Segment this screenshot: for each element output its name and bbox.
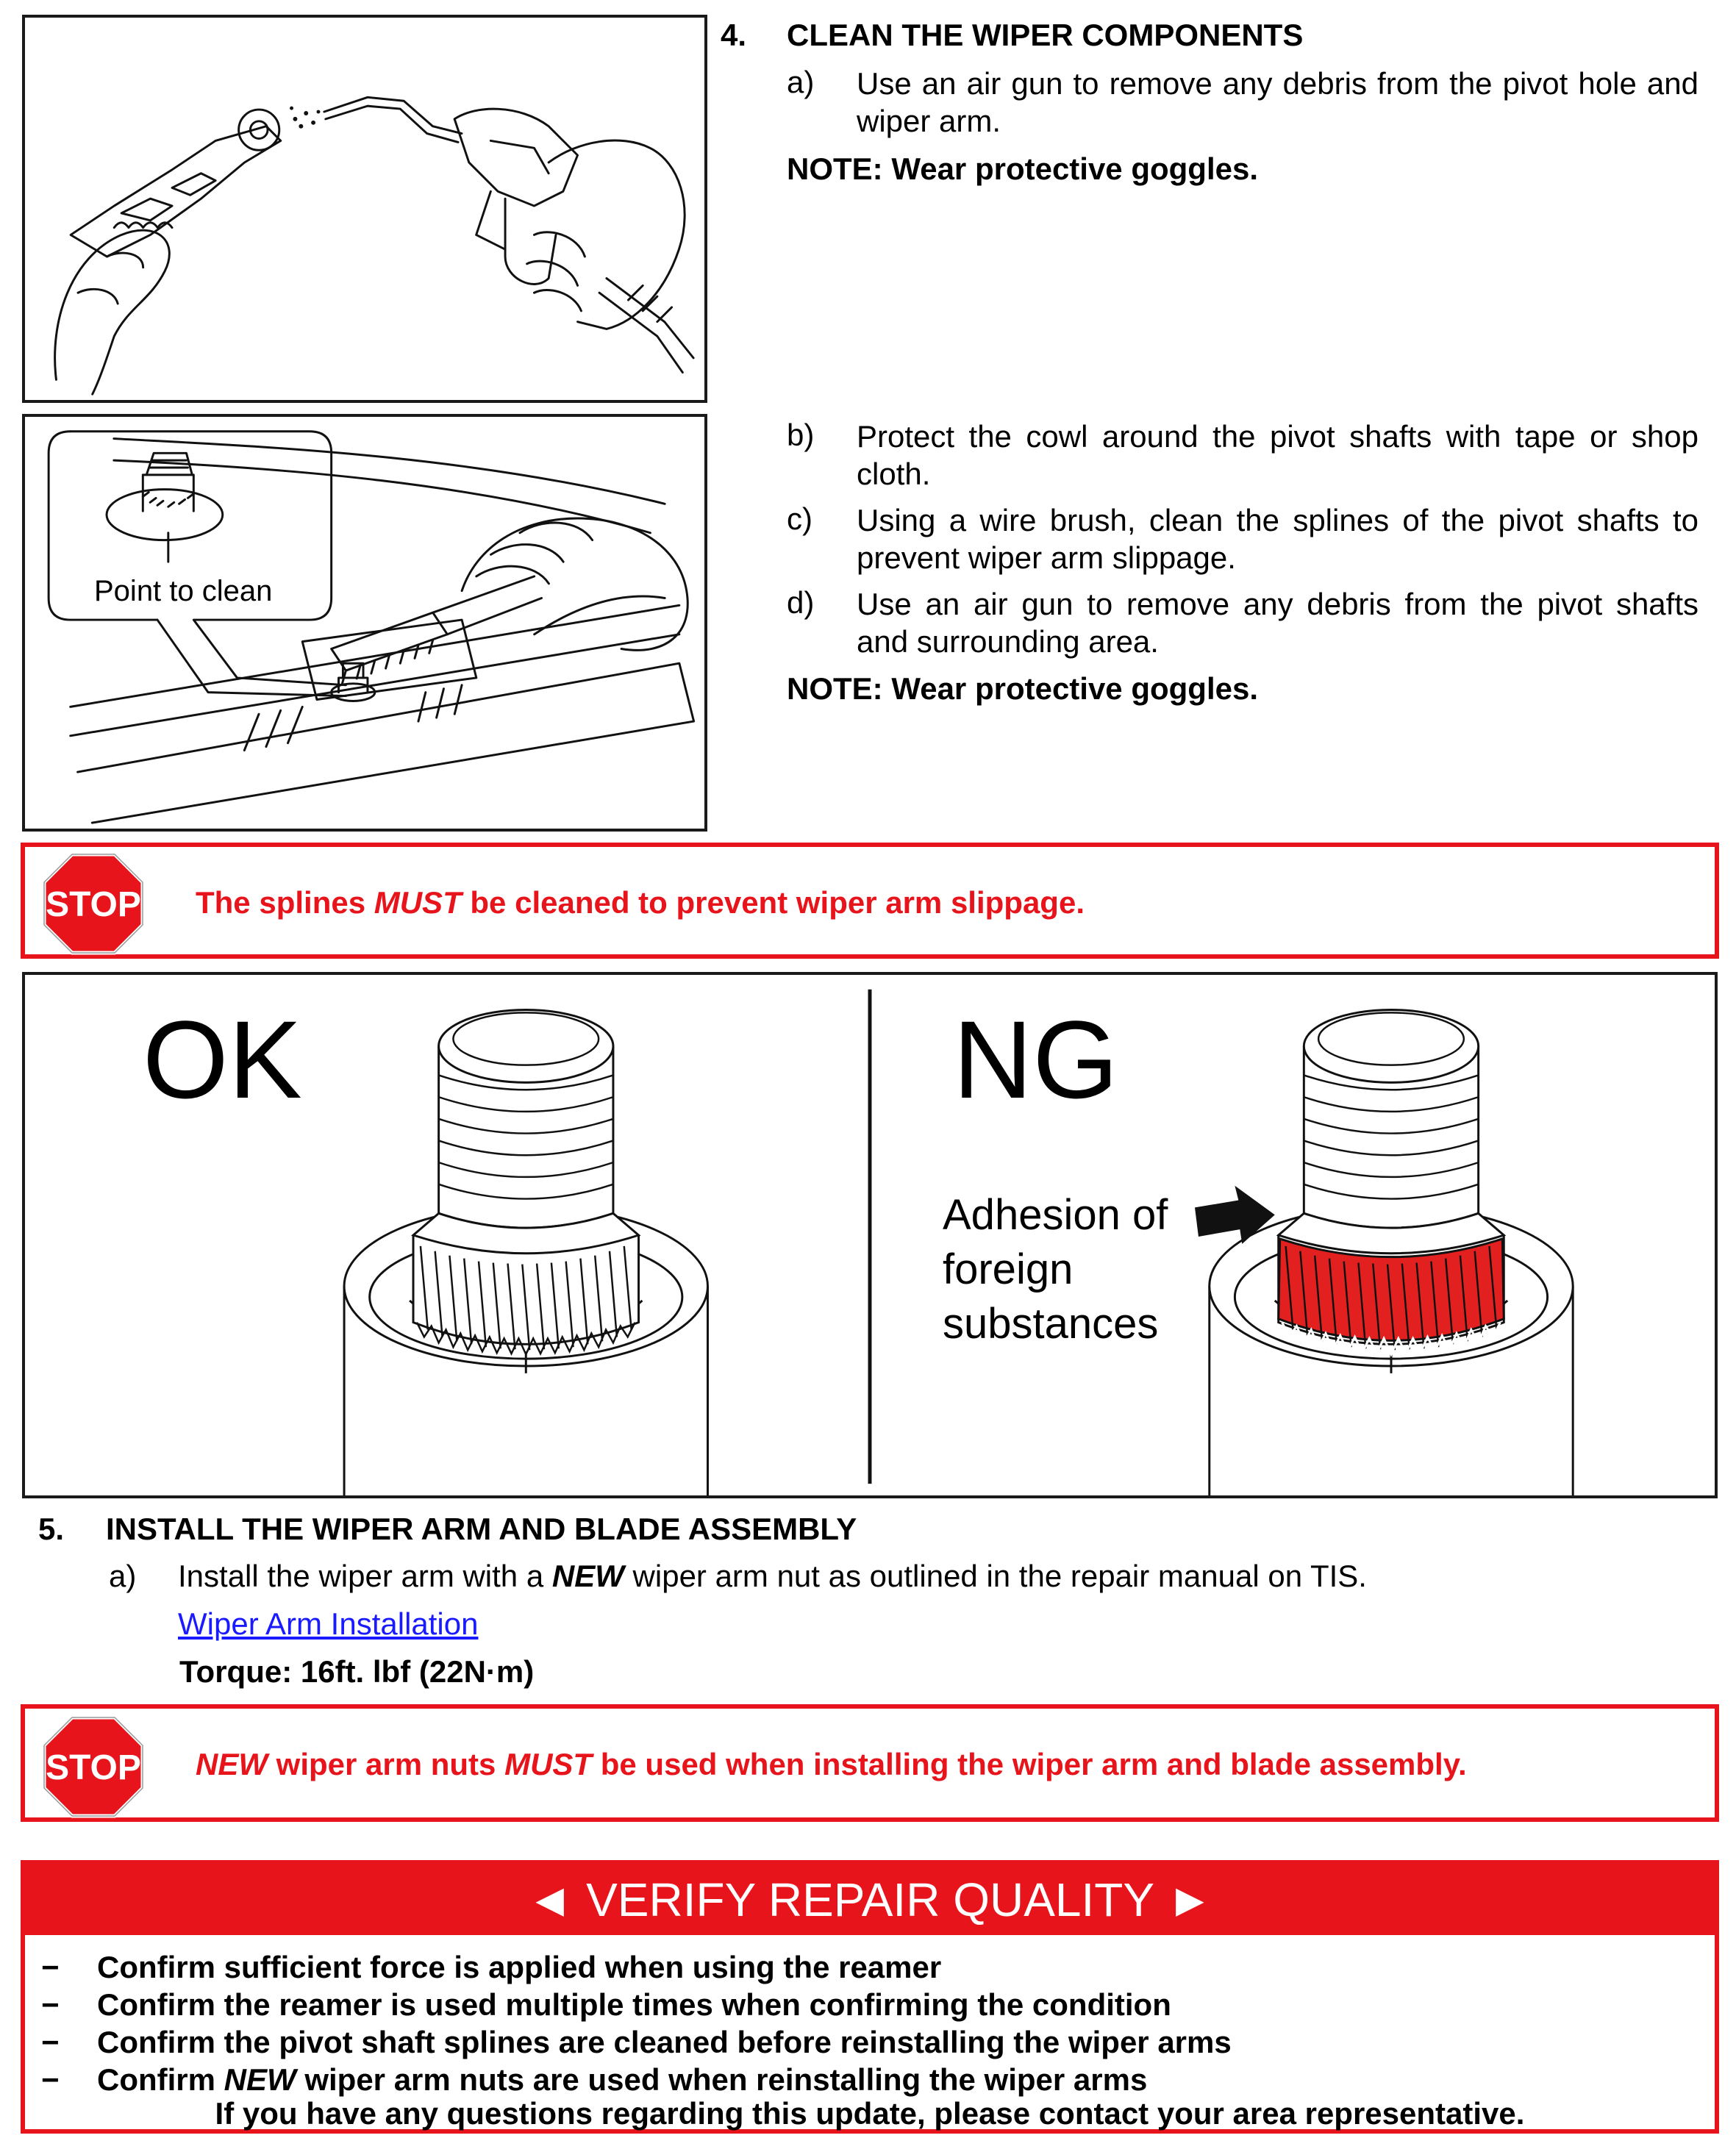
step-4d-letter: d) xyxy=(787,585,815,620)
stop-sign-icon xyxy=(41,1715,146,1819)
step-4b-letter: b) xyxy=(787,418,815,452)
torque-spec: Torque: 16ft. lbf (22N·m) xyxy=(179,1654,535,1689)
wiper-arm-installation-link[interactable]: Wiper Arm Installation xyxy=(178,1606,479,1641)
verify-footer: If you have any questions regarding this update, please contact your area representative. xyxy=(215,2096,1525,2131)
verify-item-2-text: Confirm the reamer is used multiple times when confirming the condition xyxy=(97,1987,1171,2022)
stop2-emph-1: NEW xyxy=(196,1747,268,1781)
verify-item-4-before: Confirm xyxy=(97,2062,224,2097)
verify-item-4-dash: − xyxy=(41,2062,60,2097)
step-4-note-2: NOTE: Wear protective goggles. xyxy=(787,671,1259,706)
verify-item-3-text: Confirm the pivot shaft splines are cleaned before reinstalling the wiper arms xyxy=(97,2025,1232,2059)
step-5a-emph: NEW xyxy=(551,1559,624,1593)
verify-item-4-after: wiper arm nuts are used when reinstalling the wiper arms xyxy=(296,2062,1148,2097)
stop-sign-icon xyxy=(41,851,146,956)
step-4a-letter: a) xyxy=(787,65,815,99)
brush-cleaning-illustration xyxy=(25,417,704,829)
verify-item-1-text: Confirm sufficient force is applied when using the reamer xyxy=(97,1950,942,1984)
step-5a-after: wiper arm nut as outlined in the repair manual on TIS. xyxy=(624,1559,1367,1593)
stop1-text-after: be cleaned to prevent wiper arm slippage. xyxy=(461,885,1085,920)
verify-item-3-dash: − xyxy=(41,2025,60,2059)
stop1-text-emph: MUST xyxy=(374,885,462,920)
stop1-text-before: The splines xyxy=(196,885,374,920)
point-to-clean-callout: Point to clean xyxy=(94,575,273,607)
verify-item-1 xyxy=(97,1950,941,1985)
step-5a-letter: a) xyxy=(109,1559,137,1593)
figure-brush-pivot-shaft xyxy=(22,414,707,832)
ng-callout-line-1: Adhesion of xyxy=(943,1191,1168,1239)
ng-label: NG xyxy=(953,998,1118,1121)
ok-label: OK xyxy=(143,998,302,1121)
stop2-mid: wiper arm nuts xyxy=(268,1747,505,1781)
stop-warning-1 xyxy=(21,843,1719,959)
verify-item-1-dash: − xyxy=(41,1950,60,1984)
stop-sign-label: STOP xyxy=(46,885,141,924)
stop-warning-2 xyxy=(21,1704,1719,1822)
ng-callout xyxy=(943,1188,1168,1351)
step-4c-text: Using a wire brush, clean the splines of the pivot shafts to prevent wiper arm slippage. xyxy=(857,503,1699,575)
figure-air-gun-wiper-arm xyxy=(22,15,707,403)
step-5a-before: Install the wiper arm with a xyxy=(178,1559,552,1593)
verify-item-2-dash: − xyxy=(41,1987,60,2022)
verify-repair-quality-box xyxy=(21,1860,1719,2134)
step-4c-letter: c) xyxy=(787,501,812,536)
verify-item-3 xyxy=(97,2025,1232,2060)
verify-item-2 xyxy=(97,1987,1171,2023)
step-4b-text: Protect the cowl around the pivot shafts with tape or shop cloth. xyxy=(857,419,1699,491)
figure-ok-ng-comparison xyxy=(22,972,1718,1498)
stop2-emph-2: MUST xyxy=(504,1747,593,1781)
verify-header: ◄ VERIFY REPAIR QUALITY ► xyxy=(25,1865,1715,1935)
ng-callout-line-3: substances xyxy=(943,1300,1159,1348)
verify-item-4-emph: NEW xyxy=(224,2062,296,2097)
step-4-title: CLEAN THE WIPER COMPONENTS xyxy=(787,18,1304,52)
stop2-after: be used when installing the wiper arm and blade assembly. xyxy=(592,1747,1467,1781)
step-4a-text: Use an air gun to remove any debris from the pivot hole and wiper arm. xyxy=(857,66,1699,138)
stop-sign-label: STOP xyxy=(46,1748,141,1787)
step-5a-text xyxy=(178,1559,1367,1594)
air-gun-illustration xyxy=(25,18,704,400)
verify-item-4 xyxy=(97,2062,1147,2098)
step-5-number: 5. xyxy=(38,1512,65,1546)
stop-warning-1-text xyxy=(196,885,1085,920)
step-4d-text: Use an air gun to remove any debris from the pivot shafts and surrounding area. xyxy=(857,587,1699,659)
step-4-number: 4. xyxy=(721,18,747,52)
step-4-note-1: NOTE: Wear protective goggles. xyxy=(787,151,1259,186)
step-5-title: INSTALL THE WIPER ARM AND BLADE ASSEMBLY xyxy=(106,1512,857,1546)
ng-callout-line-2: foreign xyxy=(943,1245,1074,1293)
stop-warning-2-text xyxy=(196,1747,1467,1782)
